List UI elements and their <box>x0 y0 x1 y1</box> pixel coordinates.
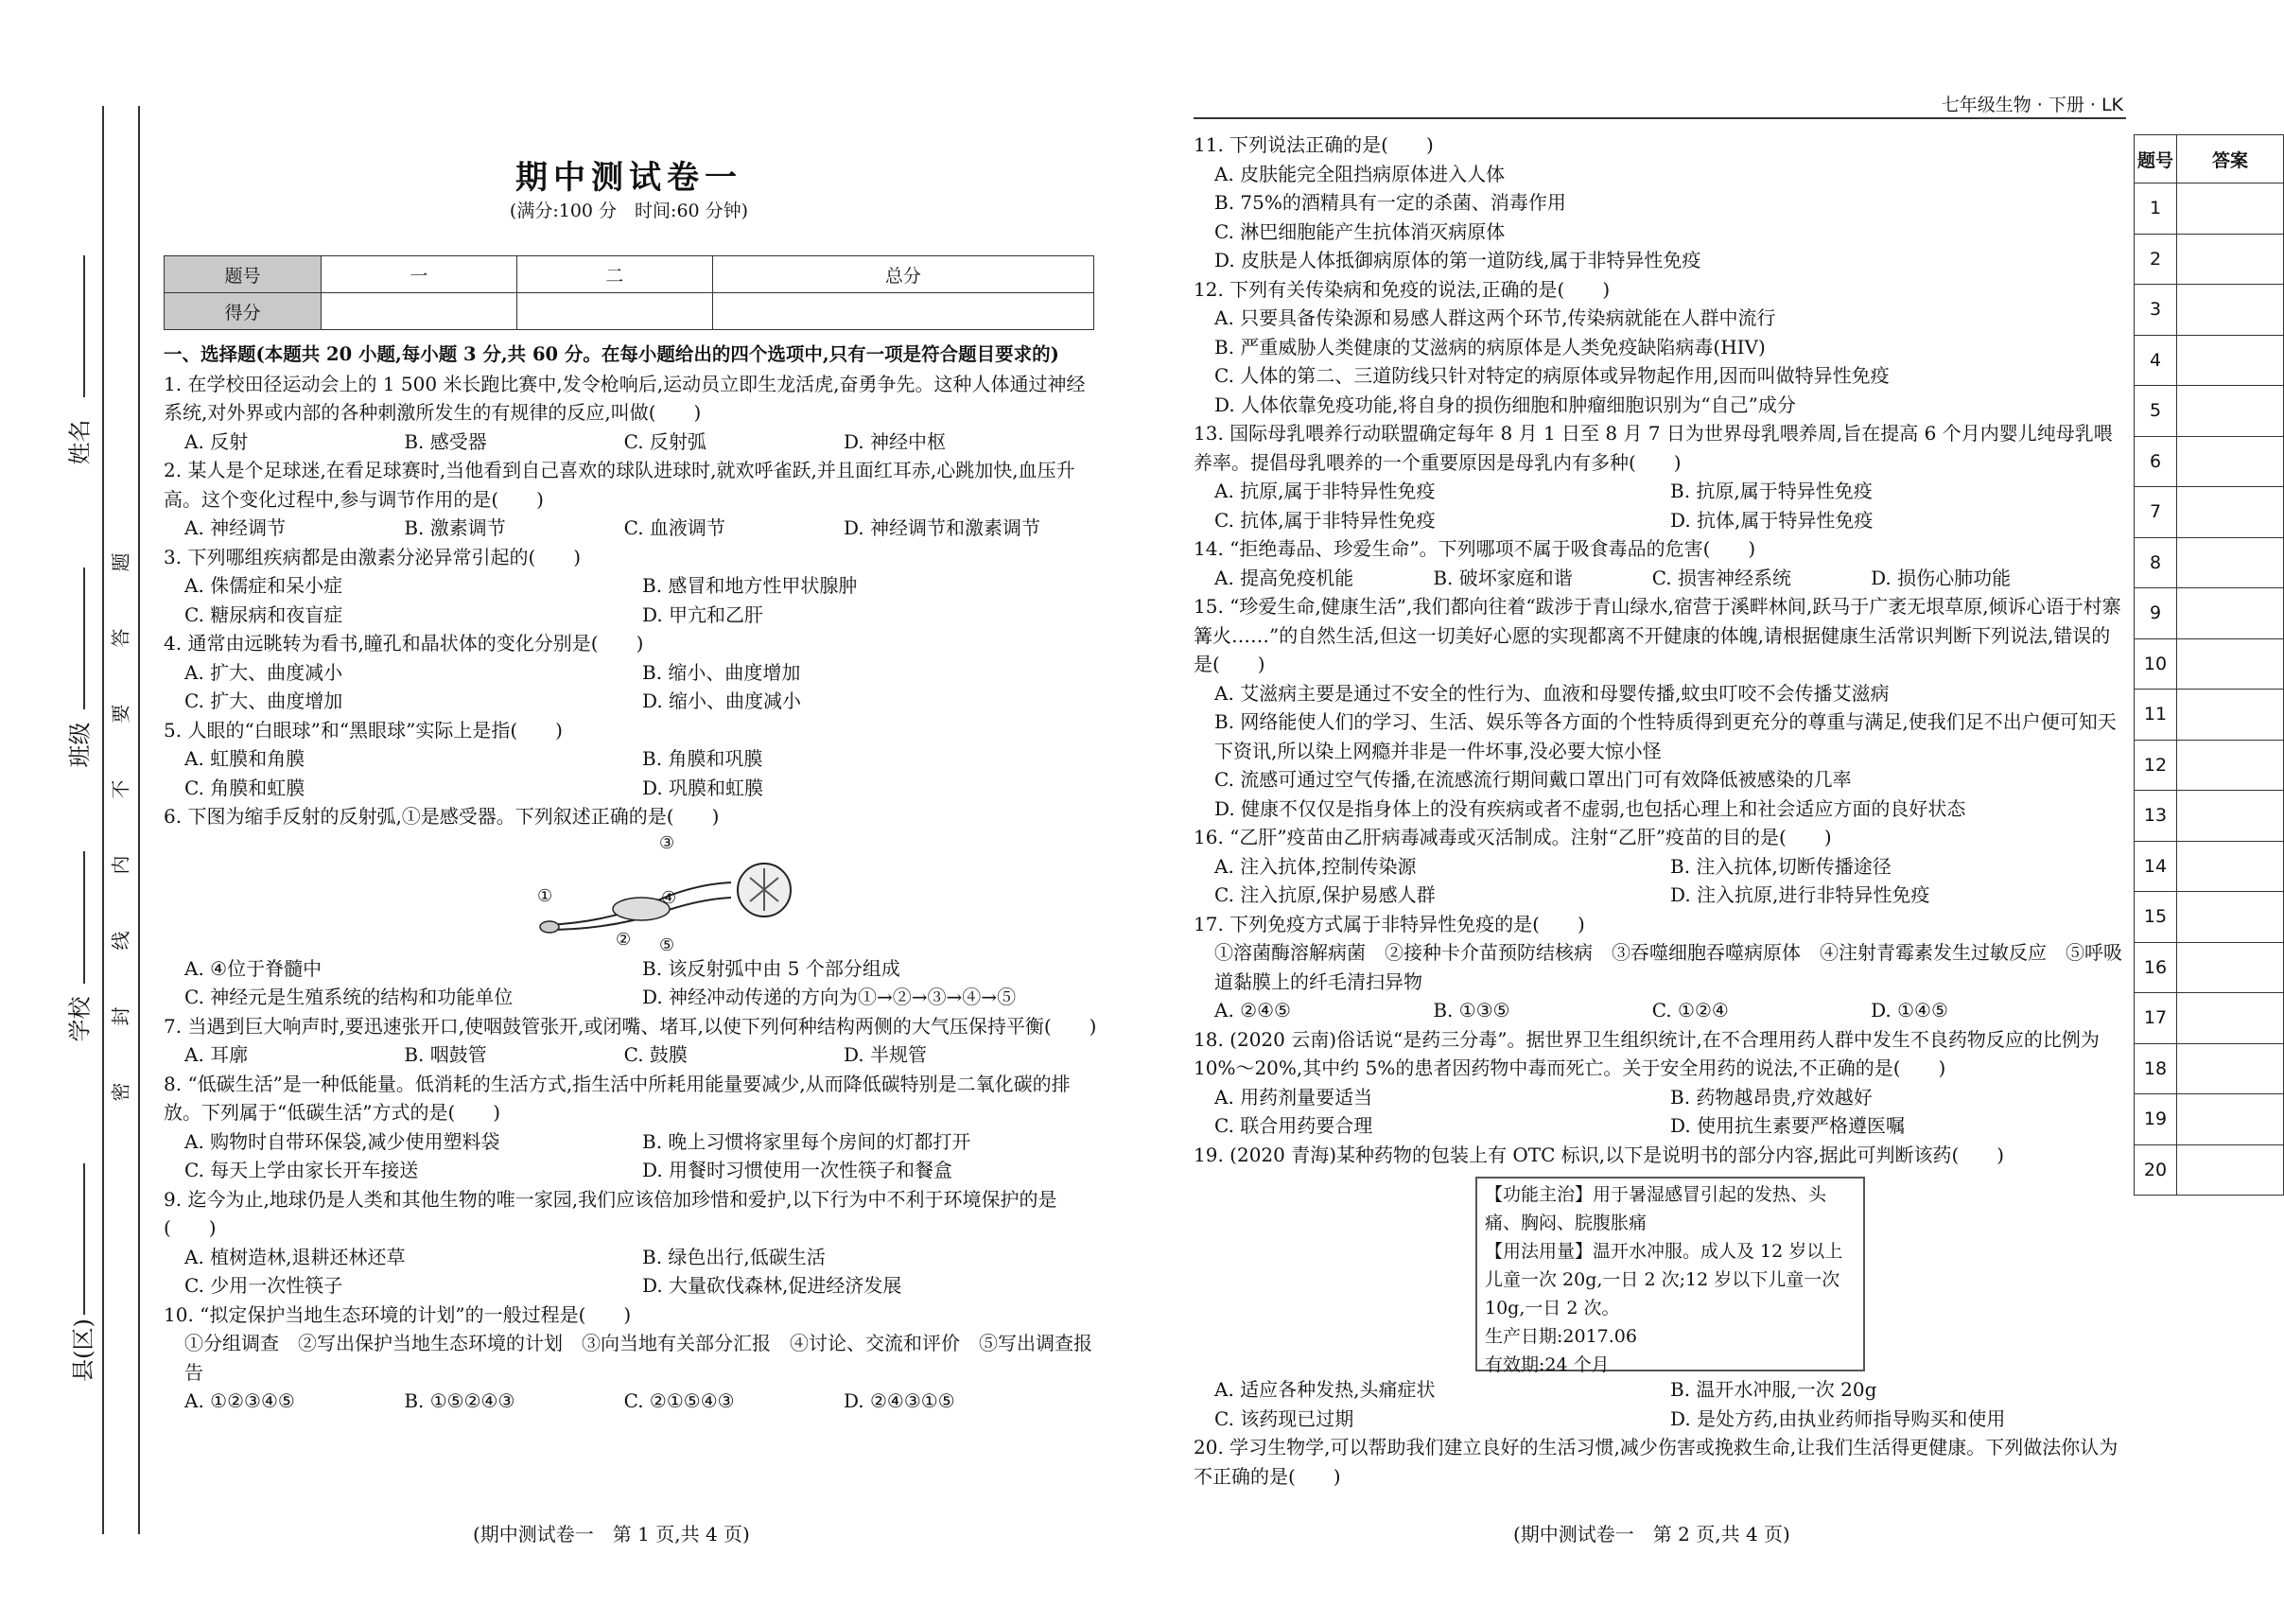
answer-number: 6 <box>2135 436 2177 487</box>
option[interactable]: B. 感受器 <box>404 429 487 453</box>
diagram-label: ① <box>537 885 553 906</box>
option[interactable]: A. 神经调节 <box>184 516 287 539</box>
binding-line-outer <box>102 106 104 1534</box>
question-options <box>164 774 1100 803</box>
option[interactable]: A. 购物时自带环保袋,减少使用塑料袋 <box>184 1129 500 1153</box>
question-stem: 10. “拟定保护当地生态环境的计划”的一般过程是( ) <box>164 1302 632 1326</box>
score-cell[interactable] <box>712 293 1093 330</box>
option[interactable]: B. 角膜和巩膜 <box>642 747 763 770</box>
answer-number: 3 <box>2135 285 2177 336</box>
option[interactable]: C. 血液调节 <box>623 516 725 539</box>
answer-cell[interactable] <box>2177 892 2284 943</box>
option[interactable]: C. ②①⑤④③ <box>623 1389 735 1412</box>
diagram-label: ⑤ <box>659 934 675 955</box>
answer-cell[interactable] <box>2177 638 2284 690</box>
answer-cell[interactable] <box>2177 1094 2284 1145</box>
answer-cell[interactable] <box>2177 183 2284 235</box>
option[interactable]: A. ①②③④⑤ <box>184 1389 295 1412</box>
answer-number: 18 <box>2135 1043 2177 1094</box>
class-label: 班级 <box>66 722 94 768</box>
option[interactable]: A. 耳廓 <box>184 1043 249 1066</box>
question-stem: 2. 某人是个足球迷,在看足球赛时,当他看到自己喜欢的球队进球时,就欢呼雀跃,并且面红耳赤,心跳加快,血压升高。这个变化过程中,参与调节作用的是( ) <box>164 459 1075 511</box>
box-line: 生产日期:2017.06 <box>1485 1326 1637 1347</box>
option[interactable]: B. 该反射弧中由 5 个部分组成 <box>642 956 900 980</box>
score-row-label: 得分 <box>165 293 322 330</box>
option[interactable]: C. 淋巴细胞能产生抗体消灭病原体 <box>1214 219 1506 243</box>
answer-cell[interactable] <box>2177 285 2284 336</box>
option[interactable]: B. 破坏家庭和谐 <box>1433 566 1573 589</box>
seal-word: 题 <box>109 552 132 572</box>
answer-number: 12 <box>2135 740 2177 791</box>
option[interactable]: D. 大量砍伐森林,促进经济发展 <box>642 1274 902 1297</box>
binding-line-inner <box>138 106 140 1534</box>
option[interactable]: D. 注入抗原,进行非特异性免疫 <box>1670 883 1930 906</box>
option[interactable]: D. 用餐时习惯使用一次性筷子和餐盒 <box>642 1159 953 1181</box>
option[interactable]: C. 鼓膜 <box>623 1043 688 1066</box>
answer-cell[interactable] <box>2177 942 2284 993</box>
question-stem: 5. 人眼的“白眼球”和“黑眼球”实际上是指( ) <box>164 718 563 742</box>
option[interactable]: D. 神经冲动传递的方向为①→②→③→④→⑤ <box>642 986 1017 1008</box>
answer-number: 11 <box>2135 690 2177 741</box>
seal-word: 要 <box>109 704 132 724</box>
option[interactable]: A. 艾滋病主要是通过不安全的性行为、血液和母婴传播,蚊虫叮咬不会传播艾滋病 <box>1214 681 1890 705</box>
option[interactable]: B. 抗原,属于特异性免疫 <box>1670 480 1873 502</box>
question-stem: 1. 在学校田径运动会上的 1 500 米长跑比赛中,发令枪响后,运动员立即生龙活虎,奋勇争先。这种人体通过神经系统,对外界或内部的各种刺激所发生的有规律的反应,叫做( ) <box>164 372 1086 424</box>
question-2 <box>164 456 1100 543</box>
answer-cell[interactable] <box>2177 436 2284 487</box>
option[interactable]: D. 人体依靠免疫功能,将自身的损伤细胞和肿瘤细胞识别为“自己”成分 <box>1214 393 1796 416</box>
option[interactable]: A. 反射 <box>184 429 249 453</box>
option[interactable]: C. 神经元是生殖系统的结构和功能单位 <box>184 986 514 1008</box>
seal-word: 不 <box>109 779 132 799</box>
question-13 <box>1194 419 2126 534</box>
option[interactable]: C. 角膜和虹膜 <box>184 776 305 799</box>
question-items: ①溶菌酶溶解病菌 ②接种卡介苗预防结核病 ③吞噬细胞吞噬病原体 ④注射青霉素发生过敏反应 ⑤呼吸道黏膜上的纤毛清扫异物 <box>1214 941 2122 993</box>
answer-table <box>2134 134 2284 1196</box>
option[interactable]: A. 扩大、曲度减小 <box>184 660 343 684</box>
question-options <box>164 601 1100 630</box>
option[interactable]: D. 甲亢和乙肝 <box>642 602 764 626</box>
answer-number: 4 <box>2135 335 2177 386</box>
county-blank[interactable] <box>83 1163 85 1315</box>
answer-number: 16 <box>2135 942 2177 993</box>
option[interactable]: A. ④位于脊髓中 <box>184 956 323 980</box>
score-head: 二 <box>516 256 712 293</box>
option[interactable]: B. 严重威胁人类健康的艾滋病的病原体是人类免疫缺陷病毒(HIV) <box>1214 335 1766 358</box>
option[interactable]: D. 神经中枢 <box>843 429 946 453</box>
option[interactable]: B. 感冒和地方性甲状腺肿 <box>642 574 858 597</box>
option[interactable]: C. 扩大、曲度增加 <box>184 690 343 712</box>
question-20 <box>1194 1433 2126 1491</box>
answer-cell[interactable] <box>2177 386 2284 437</box>
page-title: 期中测试卷一 <box>515 159 742 197</box>
option[interactable]: D. 半规管 <box>843 1043 927 1066</box>
answer-cell[interactable] <box>2177 993 2284 1044</box>
question-options <box>164 1156 1100 1185</box>
answer-number: 8 <box>2135 537 2177 588</box>
question-17 <box>1194 910 2126 1025</box>
question-11 <box>1194 131 2126 275</box>
option[interactable]: A. 皮肤能完全阻挡病原体进入人体 <box>1214 162 1506 185</box>
question-18 <box>1194 1025 2126 1141</box>
name-blank[interactable] <box>83 255 85 397</box>
box-line: 【功能主治】用于暑湿感冒引起的发热、头痛、胸闷、脘腹胀痛 <box>1485 1184 1827 1233</box>
question-1 <box>164 370 1100 457</box>
question-options <box>164 1387 1100 1416</box>
option[interactable]: A. 只要具备传染源和易感人群这两个环节,传染病就能在人群中流行 <box>1214 306 1776 329</box>
question-options <box>1194 1375 2126 1405</box>
answer-head: 答案 <box>2177 135 2284 183</box>
option[interactable]: D. 皮肤是人体抵御病原体的第一道防线,属于非特异性免疫 <box>1214 249 1701 271</box>
box-line: 有效期:24 个月 <box>1485 1354 1610 1375</box>
seal-word: 密 <box>109 1082 132 1102</box>
county-label: 县(区) <box>69 1318 96 1382</box>
option[interactable]: A. 注入抗体,控制传染源 <box>1214 854 1417 878</box>
section-heading: 一、选择题(本题共 20 小题,每小题 3 分,共 60 分。在每小题给出的四个选项中,只有一项是符合题目要求的) <box>164 343 1059 365</box>
question-options <box>164 983 1100 1012</box>
option[interactable]: C. 流感可通过空气传播,在流感流行期间戴口罩出门可有效降低被感染的几率 <box>1214 768 1852 791</box>
school-blank[interactable] <box>83 851 85 984</box>
question-15 <box>1194 592 2126 823</box>
option[interactable]: D. 巩膜和虹膜 <box>642 776 764 799</box>
question-items: ①分组调查 ②写出保护当地生态环境的计划 ③向当地有关部分汇报 ④讨论、交流和评价 ⑤写出调查报告 <box>184 1332 1092 1384</box>
option[interactable]: C. 糖尿病和夜盲症 <box>184 602 343 626</box>
option[interactable]: A. ②④⑤ <box>1214 999 1291 1022</box>
question-options <box>1194 1083 2126 1112</box>
option[interactable]: A. 抗原,属于非特异性免疫 <box>1214 480 1436 502</box>
answer-head: 题号 <box>2135 135 2177 183</box>
option[interactable]: D. 是处方药,由执业药师指导购买和使用 <box>1670 1406 2006 1430</box>
footer-right: (期中测试卷一 第 2 页,共 4 页) <box>1513 1523 1790 1545</box>
question-12 <box>1194 275 2126 420</box>
option[interactable]: D. ①④⑤ <box>1871 999 1948 1022</box>
question-stem: 19. (2020 青海)某种药物的包装上有 OTC 标识,以下是说明书的部分内容,据此可判断该药( ) <box>1194 1143 2005 1166</box>
question-options <box>164 1127 1100 1157</box>
option[interactable]: C. 损害神经系统 <box>1651 566 1792 589</box>
answer-number: 5 <box>2135 386 2177 437</box>
school-label: 学校 <box>66 996 94 1042</box>
question-options <box>1194 996 2126 1025</box>
answer-cell[interactable] <box>2177 841 2284 892</box>
class-blank[interactable] <box>83 568 85 709</box>
question-stem: 8. “低碳生活”是一种低能量。低消耗的生活方式,指生活中所耗用能量要减少,从而降低碳特别是二氧化碳的排放。下列属于“低碳生活”方式的是( ) <box>164 1072 1071 1124</box>
option[interactable]: B. 激素调节 <box>404 516 506 539</box>
question-stem: 6. 下图为缩手反射的反射弧,①是感受器。下列叙述正确的是( ) <box>164 805 720 828</box>
answer-number: 7 <box>2135 487 2177 538</box>
option[interactable]: B. 温开水冲服,一次 20g <box>1670 1378 1877 1401</box>
question-options <box>164 1040 1100 1070</box>
question-stem: 11. 下列说法正确的是( ) <box>1194 133 1434 156</box>
question-options <box>1194 477 2126 506</box>
option[interactable]: B. 注入抗体,切断传播途径 <box>1670 854 1892 878</box>
medicine-instructions-box <box>1475 1177 1865 1375</box>
question-stem: 16. “乙肝”疫苗由乙肝病毒减毒或灭活制成。注射“乙肝”疫苗的目的是( ) <box>1194 826 1832 848</box>
option[interactable]: C. 少用一次性筷子 <box>184 1274 343 1297</box>
option[interactable]: C. 联合用药要合理 <box>1214 1114 1373 1137</box>
option[interactable]: B. 晚上习惯将家里每个房间的灯都打开 <box>642 1129 971 1153</box>
option[interactable]: B. 网络能使人们的学习、生活、娱乐等各方面的个性特质得到更充分的尊重与满足,使我们足不出户便可知天下资讯,所以染上网瘾并非是一件坏事,没必要大惊小怪 <box>1214 710 2117 762</box>
question-options <box>1194 564 2126 593</box>
course-header: 七年级生物 · 下册 · LK <box>1941 95 2123 115</box>
question-options <box>164 744 1100 774</box>
question-options <box>1194 881 2126 910</box>
question-stem: 4. 通常由远眺转为看书,瞳孔和晶状体的变化分别是( ) <box>164 632 644 655</box>
option[interactable]: D. 使用抗生素要严格遵医嘱 <box>1670 1114 1906 1137</box>
answer-cell[interactable] <box>2177 740 2284 791</box>
box-line: 【用法用量】温开水冲服。成人及 12 岁以上儿童一次 20g,一日 2 次;12 岁以下儿童一次 10g,一日 2 次。 <box>1485 1241 1843 1318</box>
option[interactable]: B. 咽鼓管 <box>404 1043 487 1066</box>
option[interactable]: A. 植树造林,退耕还林还草 <box>184 1245 406 1268</box>
footer-left: (期中测试卷一 第 1 页,共 4 页) <box>473 1523 750 1545</box>
question-16 <box>1194 823 2126 910</box>
answer-cell[interactable] <box>2177 1043 2284 1094</box>
score-head: 总分 <box>712 256 1093 293</box>
question-options <box>1194 506 2126 535</box>
question-7 <box>164 1012 1100 1070</box>
option[interactable]: C. 注入抗原,保护易感人群 <box>1214 883 1436 906</box>
question-10 <box>164 1301 1100 1416</box>
diagram-label: ③ <box>659 832 675 853</box>
question-stem: 12. 下列有关传染病和免疫的说法,正确的是( ) <box>1194 277 1611 301</box>
option[interactable]: C. ①②④ <box>1651 999 1729 1022</box>
option[interactable]: C. 抗体,属于非特异性免疫 <box>1214 508 1436 532</box>
answer-number: 9 <box>2135 588 2177 639</box>
answer-number: 19 <box>2135 1094 2177 1145</box>
seal-word: 线 <box>109 931 132 951</box>
option[interactable]: A. 虹膜和角膜 <box>184 747 305 770</box>
header-rule <box>1194 117 2126 119</box>
answer-cell[interactable] <box>2177 537 2284 588</box>
option[interactable]: D. ②④③①⑤ <box>843 1389 955 1412</box>
answer-number: 2 <box>2135 234 2177 285</box>
option[interactable]: C. 该药现已过期 <box>1214 1406 1354 1430</box>
answer-cell[interactable] <box>2177 234 2284 285</box>
option[interactable]: C. 人体的第二、三道防线只针对特定的病原体或异物起作用,因而叫做特异性免疫 <box>1214 364 1890 387</box>
seal-word: 内 <box>109 855 132 875</box>
question-14 <box>1194 534 2126 592</box>
question-options <box>164 687 1100 716</box>
option[interactable]: A. 用药剂量要适当 <box>1214 1085 1373 1109</box>
answer-cell[interactable] <box>2177 588 2284 639</box>
option[interactable]: A. 侏儒症和呆小症 <box>184 574 343 597</box>
question-options <box>164 571 1100 601</box>
page-subtitle: (满分:100 分 时间:60 分钟) <box>509 201 749 221</box>
answer-number: 20 <box>2135 1144 2177 1196</box>
question-options <box>164 954 1100 984</box>
question-5 <box>164 716 1100 803</box>
question-options <box>1194 852 2126 882</box>
score-head: 题号 <box>165 256 322 293</box>
question-6 <box>164 802 1100 1012</box>
question-options <box>164 428 1100 457</box>
answer-cell[interactable] <box>2177 690 2284 741</box>
answer-number: 17 <box>2135 993 2177 1044</box>
answer-cell[interactable] <box>2177 335 2284 386</box>
question-options <box>1194 1405 2126 1434</box>
option[interactable]: B. 75%的酒精具有一定的杀菌、消毒作用 <box>1214 191 1566 214</box>
question-options <box>164 1243 1100 1272</box>
left-column <box>164 341 1100 1416</box>
question-options <box>1194 1111 2126 1141</box>
answer-number: 10 <box>2135 638 2177 690</box>
name-label: 姓名 <box>66 419 94 465</box>
answer-number: 15 <box>2135 892 2177 943</box>
diagram-label: ② <box>616 929 632 950</box>
question-8 <box>164 1070 1100 1185</box>
option[interactable]: D. 健康不仅仅是指身体上的没有疾病或者不虚弱,也包括心理上和社会适应方面的良好状态 <box>1214 796 1966 820</box>
option[interactable]: D. 神经调节和激素调节 <box>843 516 1040 539</box>
score-cell[interactable] <box>322 293 517 330</box>
answer-number: 1 <box>2135 183 2177 235</box>
question-stem: 15. “珍爱生命,健康生活”,我们都向往着“跋涉于青山绿水,宿营于溪畔林间,跃马于广袤无垠草原,倾诉心语于村寨篝火……”的自然生活,但这一切美好心愿的实现都离不开健康的体魄,请根据健康生活常识判断下列说法,错误的是( ) <box>1194 595 2121 675</box>
reflex-arc-svg <box>164 835 1100 951</box>
score-cell[interactable] <box>516 293 712 330</box>
option[interactable]: D. 缩小、曲度减小 <box>642 690 802 712</box>
option[interactable]: D. 损伤心肺功能 <box>1871 566 2012 589</box>
option[interactable]: C. 反射弧 <box>623 429 706 453</box>
reflex-arc-diagram <box>164 832 1100 955</box>
question-9 <box>164 1185 1100 1301</box>
question-stem: 9. 迄今为止,地球仍是人类和其他生物的唯一家园,我们应该倍加珍惜和爱护,以下行为中不利于环境保护的是( ) <box>164 1187 1057 1239</box>
answer-cell[interactable] <box>2177 487 2284 538</box>
question-stem: 7. 当遇到巨大响声时,要迅速张开口,使咽鼓管张开,或闭嘴、堵耳,以使下列何种结构两侧的大气压保持平衡( ) <box>164 1014 1097 1038</box>
question-options <box>164 1271 1100 1301</box>
question-stem: 20. 学习生物学,可以帮助我们建立良好的生活习惯,减少伤害或挽救生命,让我们生活得更健康。下列做法你认为不正确的是( ) <box>1194 1436 2118 1488</box>
option[interactable]: B. ①⑤②④③ <box>404 1389 515 1412</box>
option[interactable]: C. 每天上学由家长开车接送 <box>184 1159 419 1181</box>
question-options <box>164 514 1100 543</box>
question-stem: 17. 下列免疫方式属于非特异性免疫的是( ) <box>1194 912 1585 935</box>
score-table <box>164 255 1094 330</box>
question-stem: 14. “拒绝毒品、珍爱生命”。下列哪项不属于吸食毒品的危害( ) <box>1194 537 1756 560</box>
diagram-label: ④ <box>661 887 677 908</box>
option[interactable]: B. 缩小、曲度增加 <box>642 660 801 684</box>
question-4 <box>164 629 1100 716</box>
question-options <box>164 658 1100 688</box>
seal-word: 答 <box>109 628 132 648</box>
question-stem: 18. (2020 云南)俗话说“是药三分毒”。据世界卫生组织统计,在不合理用药人群中发生不良药物反应的比例为 10%～20%,其中约 5%的患者因药物中毒而死亡。关于安全用药的说法,不正确的是( ) <box>1194 1027 2100 1079</box>
option[interactable]: A. 提高免疫机能 <box>1214 566 1354 589</box>
answer-cell[interactable] <box>2177 1144 2284 1196</box>
answer-number: 13 <box>2135 791 2177 842</box>
question-3 <box>164 543 1100 630</box>
option[interactable]: B. ①③⑤ <box>1433 999 1510 1022</box>
question-stem: 13. 国际母乳喂养行动联盟确定每年 8 月 1 日至 8 月 7 日为世界母乳喂养周,旨在提高 6 个月内婴儿纯母乳喂养率。提倡母乳喂养的一个重要原因是母乳内有多种( ) <box>1194 422 2113 474</box>
question-stem: 3. 下列哪组疾病都是由激素分泌异常引起的( ) <box>164 545 582 568</box>
seal-word: 封 <box>109 1006 132 1026</box>
option[interactable]: B. 药物越昂贵,疗效越好 <box>1670 1085 1873 1109</box>
option[interactable]: A. 适应各种发热,头痛症状 <box>1214 1378 1436 1401</box>
option[interactable]: B. 绿色出行,低碳生活 <box>642 1245 826 1268</box>
option[interactable]: D. 抗体,属于特异性免疫 <box>1670 508 1874 532</box>
score-head: 一 <box>322 256 517 293</box>
answer-number: 14 <box>2135 841 2177 892</box>
answer-cell[interactable] <box>2177 791 2284 842</box>
